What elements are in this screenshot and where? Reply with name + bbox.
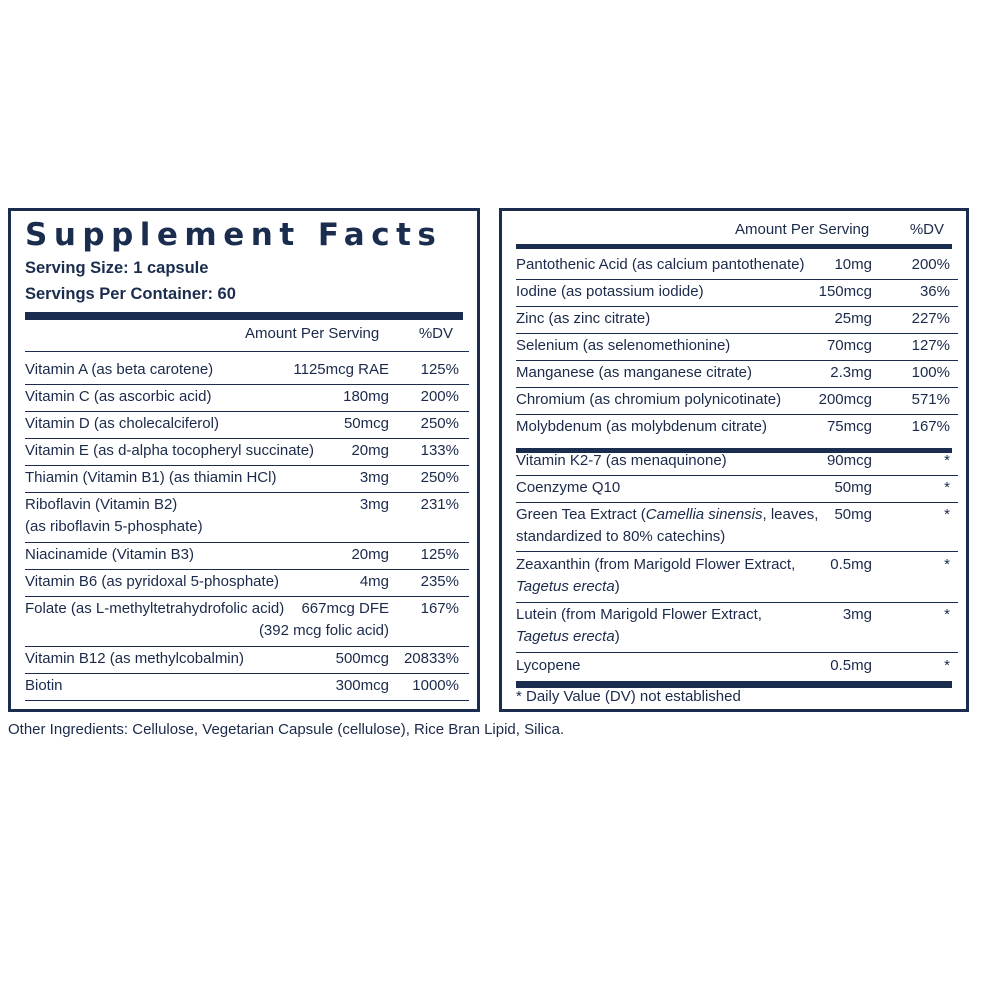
nutrient-amount: 300mcg [335, 677, 389, 694]
nutrient-dv: 235% [420, 573, 459, 590]
nutrient-name: Molybdenum (as molybdenum citrate) [516, 418, 767, 435]
nutrient-name-cont: (as riboflavin 5-phosphate) [25, 518, 203, 535]
row-divider [516, 333, 958, 334]
nutrient-dv: 125% [420, 546, 459, 563]
nutrient-name: Zinc (as zinc citrate) [516, 310, 651, 327]
nutrient-name: Selenium (as selenomethionine) [516, 337, 731, 354]
row-divider [516, 551, 958, 552]
nutrient-name-cont: Tagetus erecta) [516, 628, 620, 645]
nutrient-amount: 667mcg DFE [301, 600, 389, 617]
supplement-facts-panel-right [499, 208, 969, 712]
nutrient-dv: 571% [911, 391, 950, 408]
nutrient-name: Vitamin B6 (as pyridoxal 5-phosphate) [25, 573, 280, 590]
nutrient-dv: 127% [911, 337, 950, 354]
nutrient-amount-note: (392 mcg folic acid) [258, 622, 389, 639]
panel-title: Supplement Facts [25, 217, 443, 253]
nutrient-name: Vitamin C (as ascorbic acid) [25, 388, 212, 405]
row-divider [516, 414, 958, 415]
nutrient-name: Vitamin B12 (as methylcobalmin) [25, 650, 244, 667]
row-divider [516, 602, 958, 603]
row-divider [516, 502, 958, 503]
nutrient-amount: 200mcg [818, 391, 872, 408]
nutrient-dv: 167% [420, 600, 459, 617]
nutrient-amount: 20mg [351, 546, 389, 563]
nutrient-dv: 125% [420, 361, 459, 378]
row-divider [25, 700, 469, 701]
nutrient-amount: 3mg [842, 606, 872, 623]
nutrient-name: Niacinamide (Vitamin B3) [25, 546, 194, 563]
nutrient-name: Zeaxanthin (from Marigold Flower Extract, [516, 556, 796, 573]
nutrient-amount: 20mg [351, 442, 389, 459]
dv-footnote: * Daily Value (DV) not established [516, 688, 741, 705]
nutrient-dv: 200% [420, 388, 459, 405]
row-divider [516, 475, 958, 476]
nutrient-name: Folate (as L-methyltetrahydrofolic acid) [25, 600, 285, 617]
nutrient-amount: 50mcg [343, 415, 389, 432]
servings-per-container: Servings Per Container: 60 [25, 285, 236, 303]
other-ingredients: Other Ingredients: Cellulose, Vegetarian Capsule (cellulose), Rice Bran Lipid, Silica. [8, 721, 565, 738]
nutrient-amount: 75mcg [826, 418, 872, 435]
nutrient-name: Lycopene [516, 657, 581, 674]
nutrient-dv: * [944, 606, 950, 623]
row-divider [25, 411, 469, 412]
nutrient-dv: 20833% [403, 650, 459, 667]
nutrient-amount: 90mcg [826, 452, 872, 469]
section-divider [25, 312, 463, 320]
nutrient-dv: * [944, 452, 950, 469]
nutrient-dv: * [944, 506, 950, 523]
nutrient-amount: 10mg [834, 256, 872, 273]
section-divider [516, 244, 952, 249]
nutrient-dv: * [944, 657, 950, 674]
nutrient-amount: 4mg [359, 573, 389, 590]
supplement-facts-panel-left [8, 208, 480, 712]
nutrient-name: Vitamin E (as d-alpha tocopheryl succinate) [25, 442, 315, 459]
nutrient-name: Coenzyme Q10 [516, 479, 621, 496]
row-divider [516, 652, 958, 653]
nutrient-name: Green Tea Extract (Camellia sinensis, leaves, [516, 506, 819, 523]
nutrient-amount: 3mg [359, 496, 389, 513]
nutrient-name: Manganese (as manganese citrate) [516, 364, 752, 381]
nutrient-name: Vitamin A (as beta carotene) [25, 361, 214, 378]
nutrient-amount: 1125mcg RAE [293, 361, 389, 378]
nutrient-dv: 231% [420, 496, 459, 513]
nutrient-amount: 2.3mg [830, 364, 872, 381]
nutrient-amount: 0.5mg [830, 556, 872, 573]
amount-per-serving-header: Amount Per Serving [245, 325, 380, 342]
row-divider [25, 569, 469, 570]
row-divider [516, 360, 958, 361]
nutrient-dv: 200% [911, 256, 950, 273]
row-divider [25, 596, 469, 597]
nutrient-name: Riboflavin (Vitamin B2) [25, 496, 178, 513]
row-divider [516, 279, 958, 280]
nutrient-name: Pantothenic Acid (as calcium pantothenate) [516, 256, 805, 273]
nutrient-dv: 227% [911, 310, 950, 327]
nutrient-name: Chromium (as chromium polynicotinate) [516, 391, 782, 408]
nutrient-amount: 150mcg [818, 283, 872, 300]
dv-header: %DV [418, 325, 453, 342]
nutrient-dv: * [944, 479, 950, 496]
row-divider [25, 384, 469, 385]
nutrient-name: Vitamin K2-7 (as menaquinone) [516, 452, 727, 469]
nutrient-name-cont: Tagetus erecta) [516, 578, 620, 595]
nutrient-amount: 3mg [359, 469, 389, 486]
nutrient-amount: 25mg [834, 310, 872, 327]
nutrient-dv: 1000% [412, 677, 459, 694]
nutrient-name: Biotin [25, 677, 63, 694]
row-divider [25, 465, 469, 466]
nutrient-dv: 167% [911, 418, 950, 435]
dv-header: %DV [909, 221, 944, 238]
row-divider [25, 351, 469, 352]
nutrient-dv: 250% [420, 469, 459, 486]
nutrient-dv: 250% [420, 415, 459, 432]
section-divider [516, 681, 952, 688]
amount-per-serving-header: Amount Per Serving [735, 221, 870, 238]
row-divider [25, 673, 469, 674]
nutrient-dv: 100% [911, 364, 950, 381]
nutrient-amount: 50mg [834, 506, 872, 523]
nutrient-name-cont: standardized to 80% catechins) [516, 528, 726, 545]
row-divider [25, 542, 469, 543]
nutrient-name: Lutein (from Marigold Flower Extract, [516, 606, 762, 623]
nutrient-amount: 50mg [834, 479, 872, 496]
nutrient-amount: 500mcg [335, 650, 389, 667]
row-divider [25, 646, 469, 647]
nutrient-dv: * [944, 556, 950, 573]
nutrient-dv: 36% [919, 283, 950, 300]
nutrient-amount: 0.5mg [830, 657, 872, 674]
row-divider [516, 306, 958, 307]
nutrient-name: Iodine (as potassium iodide) [516, 283, 704, 300]
nutrient-name: Thiamin (Vitamin B1) (as thiamin HCl) [25, 469, 277, 486]
nutrient-amount: 180mg [343, 388, 389, 405]
row-divider [25, 438, 469, 439]
row-divider [25, 492, 469, 493]
nutrient-dv: 133% [420, 442, 459, 459]
nutrient-amount: 70mcg [826, 337, 872, 354]
row-divider [516, 387, 958, 388]
nutrient-name: Vitamin D (as cholecalciferol) [25, 415, 219, 432]
serving-size: Serving Size: 1 capsule [25, 259, 209, 277]
